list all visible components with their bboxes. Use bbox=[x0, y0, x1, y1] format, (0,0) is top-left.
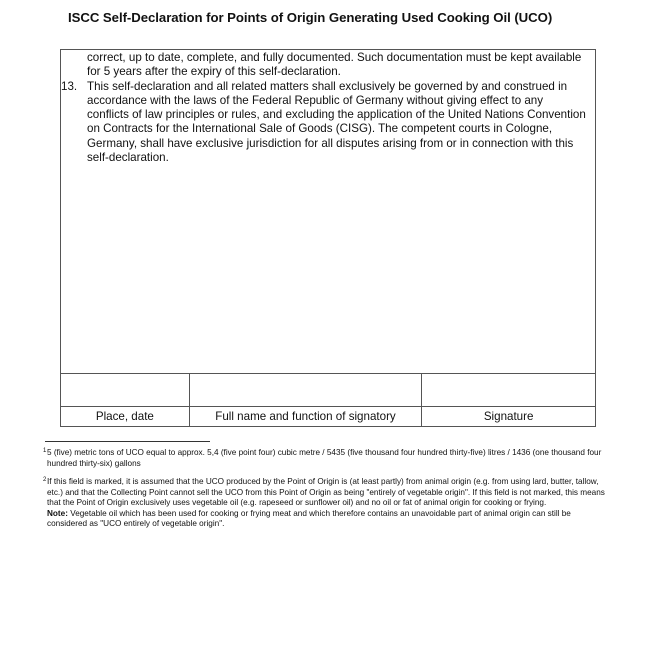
declaration-text-box bbox=[60, 49, 596, 374]
place-date-label: Place, date bbox=[61, 407, 190, 427]
name-function-field[interactable] bbox=[189, 374, 422, 407]
clause-13-number: 13. bbox=[61, 79, 78, 93]
footnote-2-text: If this field is marked, it is assumed that the UCO produced by the Point of Origin is (at least partly) from animal origin (e.g. from using lard, butter, tallow, etc.) and that the Collecting Point cannot sell the UCO from this Point of Origin as being "entirely of vegetable origin". If this field is not marked, this means that the Point of Origin exclusively uses vegetable oil (e.g. rapeseed or sunflower oil) and no oil or fat of animal origin for cooking or frying. bbox=[47, 477, 605, 508]
clause-13 bbox=[61, 79, 587, 166]
footnote-separator bbox=[45, 441, 210, 442]
signature-table bbox=[60, 373, 596, 427]
footnote-2-note bbox=[47, 509, 607, 530]
footnote-1 bbox=[43, 448, 607, 469]
signature-label-row bbox=[61, 407, 596, 427]
footnote-1-text: 5 (five) metric tons of UCO equal to approx. 5,4 (five point four) cubic metre / 5435 (five thousand four hundred thirty-five) litres / 1436 (one thousand four hundred thirty-six) gallons bbox=[47, 448, 602, 468]
name-function-label: Full name and function of signatory bbox=[189, 407, 422, 427]
place-date-field[interactable] bbox=[61, 374, 190, 407]
declaration-body bbox=[61, 51, 587, 165]
page-title: ISCC Self-Declaration for Points of Origin Generating Used Cooking Oil (UCO) bbox=[68, 10, 553, 25]
footnote-2-marker: 2 bbox=[43, 477, 47, 483]
signature-label: Signature bbox=[422, 407, 596, 427]
continuation-paragraph: correct, up to date, complete, and fully documented. Such documentation must be kept available for 5 years after the expiry of this self-declaration. bbox=[87, 51, 582, 79]
clause-13-text: This self-declaration and all related matters shall exclusively be governed by and construed in accordance with the laws of the Federal Republic of Germany without giving effect to any conflicts of law principles or rules, and excluding the application of the United Nations Convention on Contracts for the International Sale of Goods (CISG). The competent courts in Cologne, Germany, shall have exclusive jurisdiction for all disputes arising from or in connection with this self-declaration. bbox=[87, 79, 586, 165]
note-label: Note: bbox=[47, 508, 68, 518]
signature-entry-row bbox=[61, 374, 596, 407]
footnote-2 bbox=[43, 477, 607, 530]
signature-field[interactable] bbox=[422, 374, 596, 407]
note-text: Vegetable oil which has been used for cooking or frying meat and which therefore contains an unavoidable part of animal origin can still be considered as "UCO entirely of vegetable origin". bbox=[47, 508, 571, 529]
footnote-1-marker: 1 bbox=[43, 448, 47, 454]
